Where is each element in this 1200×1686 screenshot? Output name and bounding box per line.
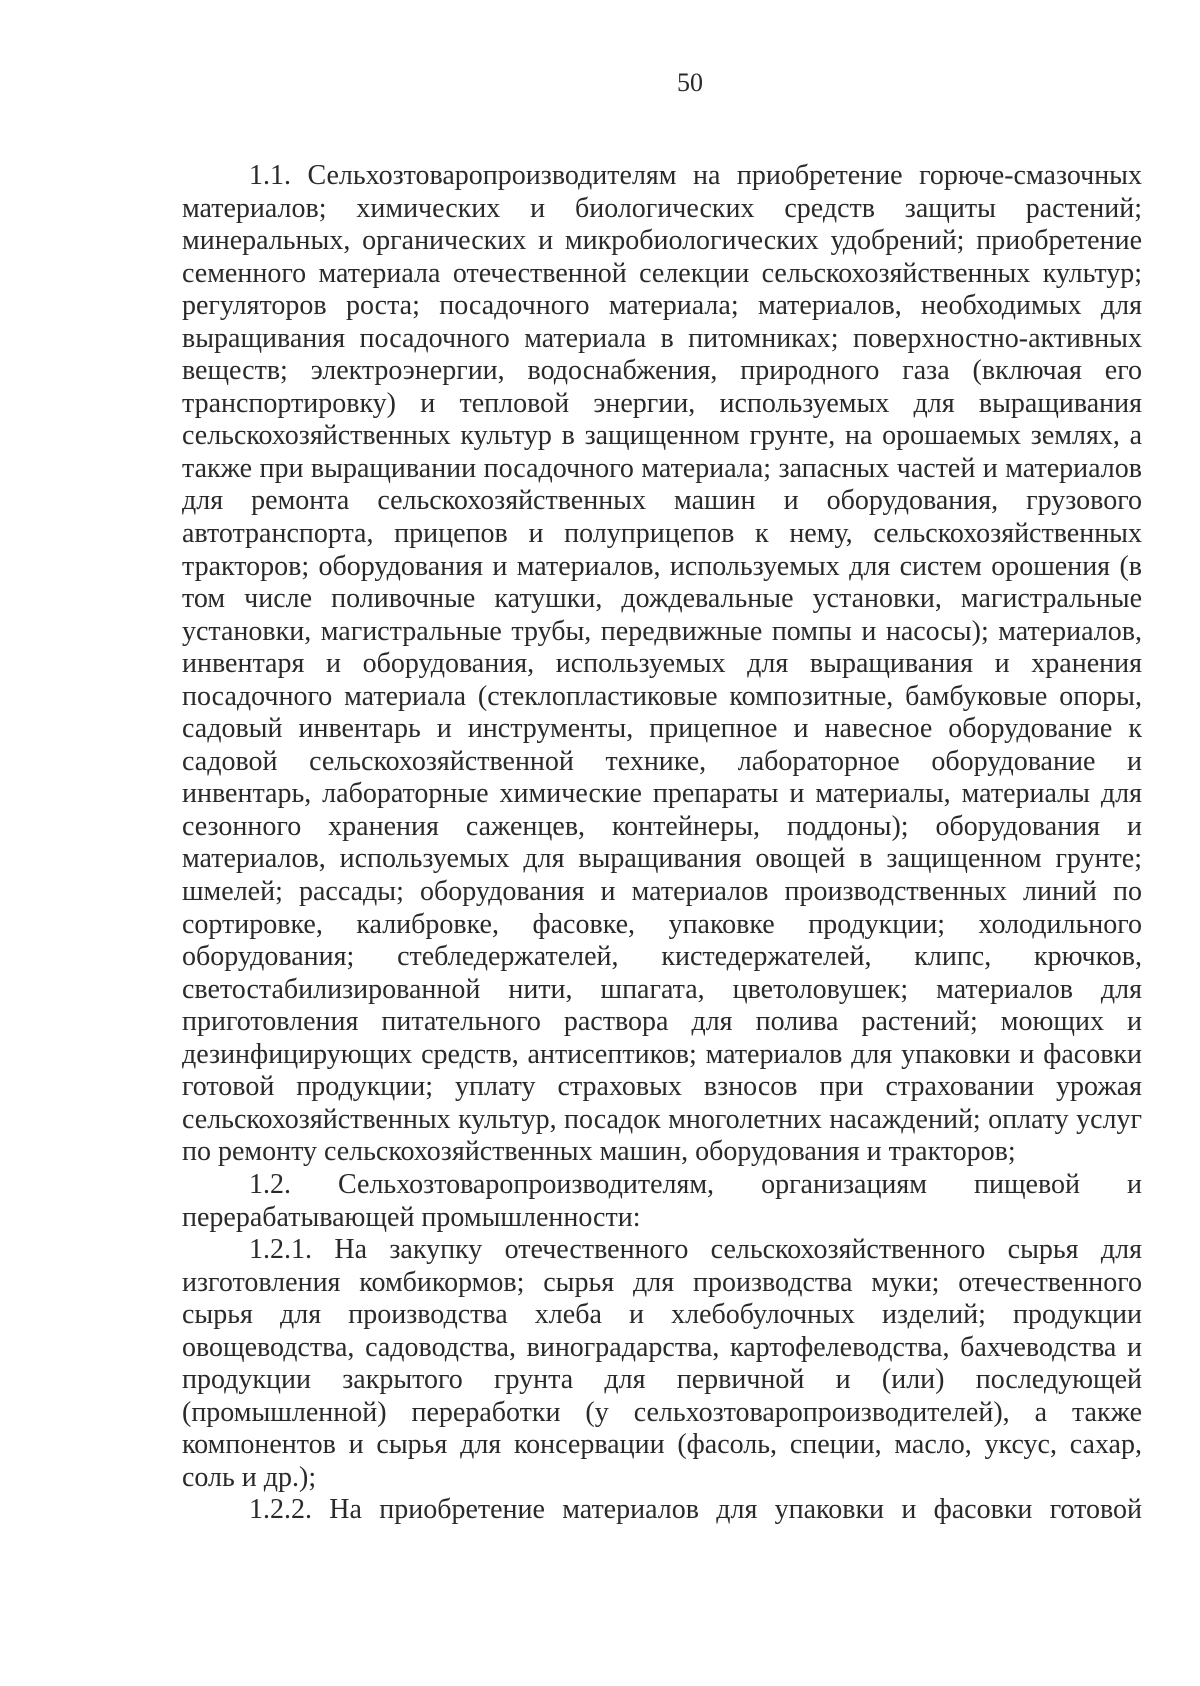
paragraph-1-2-1: 1.2.1. На закупку отечественного сельскохозяйственного сырья для изготовления комбикормов; сырья для производства муки; отечественного сырья для производства хлеба и хлебобулочных изделий; продукции овощеводства, садоводства, виноградарства, картофелеводства, бахчеводства и продукции закрытого грунта для первичной и (или) последующей (промышленной) переработки (у сельхозтоваропроизводителей), а также компонентов и сырья для консервации (фасоль, специи, масло, уксус, сахар, соль и др.); — [182, 1234, 1142, 1493]
paragraph-1-2: 1.2. Сельхозтоваропроизводителям, организациям пищевой и перерабатывающей промышленности: — [182, 1168, 1142, 1233]
paragraph-1-1: 1.1. Сельхозтоваропроизводителям на приобретение горюче-смазочных материалов; химических и биологических средств защиты растений; минеральных, органических и микробиологических удобрений; приобретение семенного материала отечественной селекции сельскохозяйственных культур; регуляторов роста; посадочного материала; материалов, необходимых для выращивания посадочного материала в питомниках; поверхностно-активных веществ; электроэнергии, водоснабжения, природного газа (включая его транспортировку) и тепловой энергии, используемых для выращивания сельскохозяйственных культур в защищенном грунте, на орошаемых землях, а также при выращивании посадочного материала; запасных частей и материалов для ремонта сельскохозяйственных машин и оборудования, грузового автотранспорта, прицепов и полуприцепов к нему, сельскохозяйственных тракторов; оборудования и материалов, используемых для систем орошения (в том числе поливочные катушки, дождевальные установки, магистральные установки, магистральные трубы, передвижные помпы и насосы); материалов, инвентаря и оборудования, используемых для выращивания и хранения посадочного материала (стеклопластиковые композитные, бамбуковые опоры, садовый инвентарь и инструменты, прицепное и навесное оборудование к садовой сельскохозяйственной технике, лабораторное оборудование и инвентарь, лабораторные химические препараты и материалы, материалы для сезонного хранения саженцев, контейнеры, поддоны); оборудования и материалов, используемых для выращивания овощей в защищенном грунте; шмелей; рассады; оборудования и материалов производственных линий по сортировке, калибровке, фасовке, упаковке продукции; холодильного оборудования; стебледержателей, кистедержателей, клипс, крючков, светостабилизированной нити, шпагата, цветоловушек; материалов для приготовления питательного раствора для полива растений; моющих и дезинфицирующих средств, антисептиков; материалов для упаковки и фасовки готовой продукции; уплату страховых взносов при страховании урожая сельскохозяйственных культур, посадок многолетних насаждений; оплату услуг по ремонту сельскохозяйственных машин, оборудования и тракторов; — [182, 160, 1142, 1168]
document-body — [182, 160, 1142, 1527]
page-number: 50 — [677, 68, 703, 97]
paragraph-1-2-2: 1.2.2. На приобретение материалов для упаковки и фасовки готовой — [249, 1494, 1142, 1526]
